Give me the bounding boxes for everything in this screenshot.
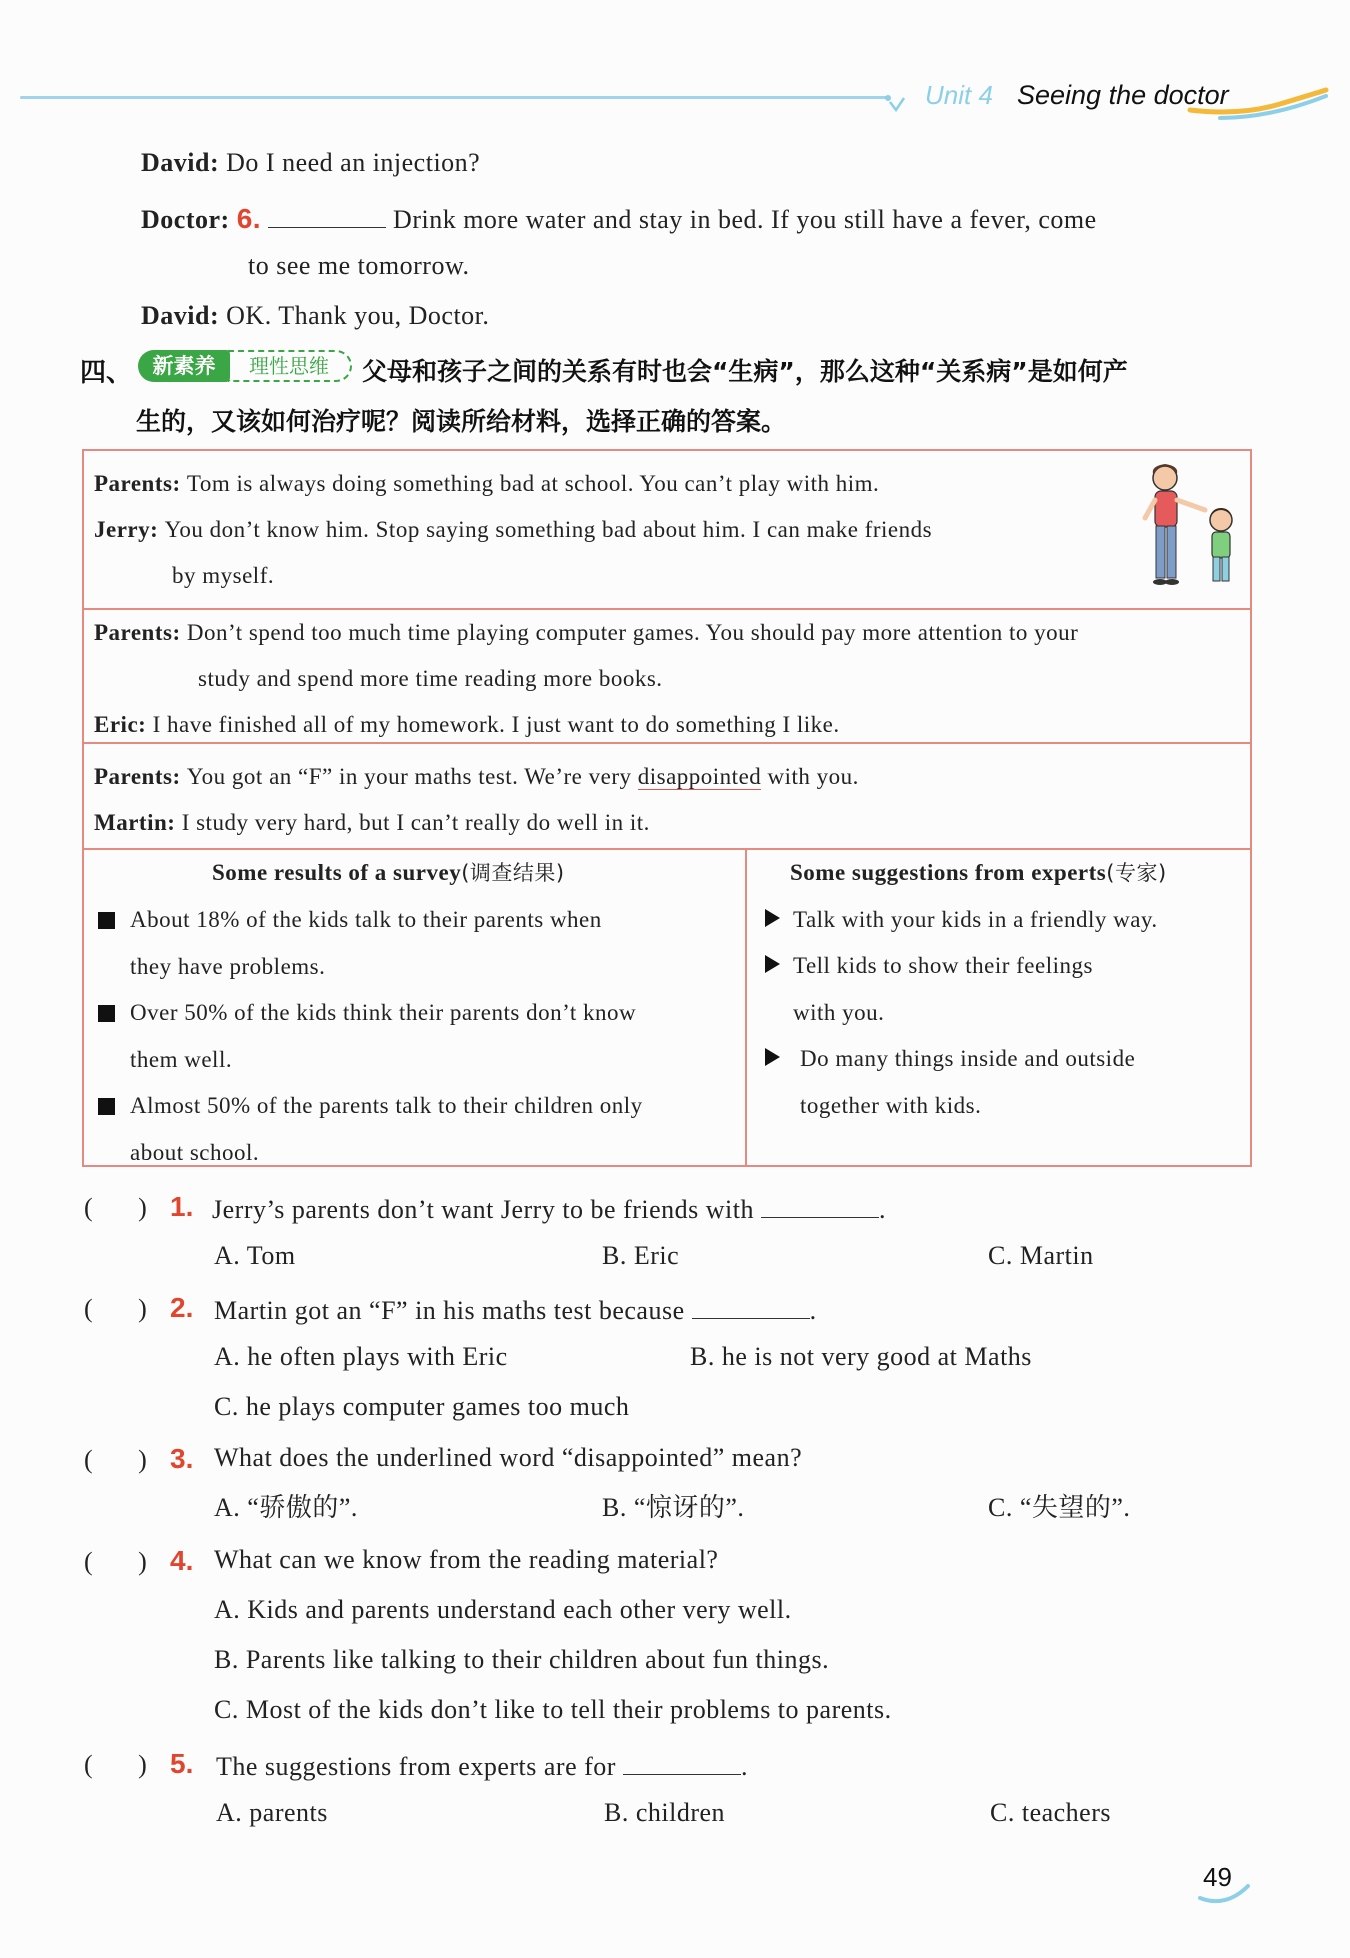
question-stem: What does the underlined word “disappointed” mean? [214,1443,803,1472]
option-b[interactable]: B. “惊讶的”. [602,1493,745,1522]
material-line: Jerry: You don’t know him. Stop saying something bad about him. I can make friends [94,517,933,542]
option-a[interactable]: A. Tom [214,1241,296,1270]
header-check-icon [880,88,910,118]
material-line: Martin: I study very hard, but I can’t really do well in it. [94,810,650,835]
material-line: Parents: Tom is always doing something bad at school. You can’t play with him. [94,471,880,496]
instruction-line-1: 父母和孩子之间的关系有时也会“生病”，那么这种“关系病”是如何产 [362,357,1128,386]
survey-title: Some results of a survey(调查结果) [212,860,565,885]
option-b[interactable]: B. he is not very good at Maths [690,1342,1032,1371]
material-line: Parents: Don’t spend too much time playing computer games. You should pay more attention to your [94,620,1079,645]
dialogue-text: Drink more water and stay in bed. If you still have a fever, come [393,205,1097,234]
question-number: 4. [170,1545,194,1576]
badge-new-literacy: 新素养 [138,350,230,382]
section-label: 四、 [80,358,133,388]
expert-item: Do many things inside and outside [800,1046,1136,1071]
expert-item: with you. [793,1000,885,1025]
option-a[interactable]: A. Kids and parents understand each other very well. [214,1595,792,1624]
parent-child-illustration-icon [1125,458,1245,603]
question-stem: Jerry’s parents don’t want Jerry to be friends with . [212,1195,887,1224]
bullet-triangle-icon [765,955,780,973]
header-swoosh-icon [1180,82,1330,122]
expert-item: Tell kids to show their feelings [793,953,1093,978]
option-c[interactable]: C. teachers [990,1798,1112,1827]
header-title: Seeing the doctor [1017,80,1229,110]
bullet-square-icon [98,1005,115,1022]
survey-item: Over 50% of the kids think their parents don’t know [130,1000,637,1025]
question-number: 3. [170,1443,194,1474]
header-unit: Unit 4 [925,80,993,110]
speaker-david: David [141,301,210,330]
underlined-word: disappointed [637,764,762,789]
survey-item: them well. [130,1047,233,1072]
bullet-triangle-icon [765,909,780,927]
question-stem: What can we know from the reading material? [214,1545,719,1574]
option-a[interactable]: A. “骄傲的”. [214,1493,358,1522]
dialogue-text: OK. Thank you, Doctor. [226,301,490,330]
option-b[interactable]: B. Parents like talking to their children about fun things. [214,1645,830,1674]
question-number: 5. [170,1748,194,1779]
answer-blank[interactable] [761,1193,879,1218]
option-c[interactable]: C. Most of the kids don’t like to tell their problems to parents. [214,1695,892,1724]
page-number: 49 [1203,1862,1232,1892]
experts-title: Some suggestions from experts(专家) [790,860,1167,885]
answer-paren[interactable]: ( ) [84,1547,147,1576]
option-b[interactable]: B. children [604,1798,726,1827]
answer-blank[interactable] [623,1750,741,1775]
speaker-david: David [141,148,210,177]
answer-paren[interactable]: ( ) [84,1750,147,1779]
material-line: Parents: You got an “F” in your maths test. We’re very disappointed with you. [94,764,859,789]
answer-paren[interactable]: ( ) [84,1445,147,1474]
divider [82,608,1252,610]
answer-paren[interactable]: ( ) [84,1193,147,1222]
dialogue-line-2b: to see me tomorrow. [248,251,470,280]
dialogue-line-2: Doctor: 6. Drink more water and stay in bed. If you still have a fever, come [141,203,1097,234]
survey-item: About 18% of the kids talk to their parents when [130,907,602,932]
badge-rational-thinking: 理性思维 [228,350,352,382]
instruction-line-2: 生的，又该如何治疗呢？阅读所给材料，选择正确的答案。 [136,407,787,436]
dialogue-line-1: David: Do I need an injection? [141,148,481,177]
question-number: 2. [170,1292,194,1323]
material-line: study and spend more time reading more books. [198,666,663,691]
option-c[interactable]: C. he plays computer games too much [214,1392,630,1421]
material-line: by myself. [172,563,275,588]
survey-item: they have problems. [130,954,326,979]
answer-paren[interactable]: ( ) [84,1294,147,1323]
question-number: 1. [170,1191,194,1222]
question-stem: The suggestions from experts are for . [216,1752,748,1781]
speaker-doctor: Doctor [141,205,221,234]
answer-blank[interactable] [692,1294,810,1319]
survey-item: about school. [130,1140,260,1165]
item-number: 6. [236,203,262,234]
option-a[interactable]: A. parents [216,1798,328,1827]
divider [745,848,747,1166]
expert-item: together with kids. [800,1093,982,1118]
divider [82,848,1252,850]
dialogue-line-3: David: OK. Thank you, Doctor. [141,301,490,330]
option-c[interactable]: C. Martin [988,1241,1094,1270]
material-line: Eric: I have finished all of my homework. I just want to do something I like. [94,712,840,737]
option-a[interactable]: A. he often plays with Eric [214,1342,508,1371]
bullet-square-icon [98,1098,115,1115]
dialogue-text: Do I need an injection? [226,148,481,177]
bullet-triangle-icon [765,1048,780,1066]
bullet-square-icon [98,912,115,929]
page-number-swoosh-icon [1196,1880,1256,1910]
divider [82,742,1252,744]
option-c[interactable]: C. “失望的”. [988,1493,1131,1522]
expert-item: Talk with your kids in a friendly way. [793,907,1158,932]
survey-item: Almost 50% of the parents talk to their children only [130,1093,643,1118]
answer-blank[interactable] [268,203,386,228]
option-b[interactable]: B. Eric [602,1241,680,1270]
question-stem: Martin got an “F” in his maths test because . [214,1296,817,1325]
header-rule [20,96,890,99]
